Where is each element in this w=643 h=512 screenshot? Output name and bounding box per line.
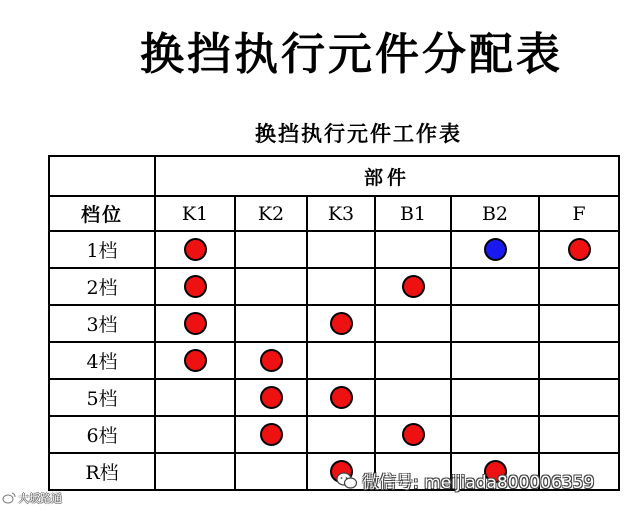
gear-label: 1档 — [49, 231, 155, 268]
gear-label: 4档 — [49, 342, 155, 379]
red-engaged-marker — [260, 423, 283, 446]
table-cell — [375, 305, 451, 342]
table-cell — [539, 305, 619, 342]
table-cell — [307, 268, 375, 305]
table-cell — [235, 379, 307, 416]
red-engaged-marker — [330, 312, 353, 335]
gear-label: 2档 — [49, 268, 155, 305]
table-cell — [307, 416, 375, 453]
table-cell — [451, 268, 539, 305]
wechat-watermark — [336, 468, 594, 493]
table-cell — [307, 379, 375, 416]
table-row — [49, 305, 619, 342]
table-cell — [539, 231, 619, 268]
red-engaged-marker — [402, 423, 425, 446]
red-engaged-marker — [402, 275, 425, 298]
table-cell — [155, 379, 235, 416]
table-cell — [451, 305, 539, 342]
table-cell — [235, 268, 307, 305]
wechat-id-text: 微信号: meijiada800006359 — [362, 473, 595, 493]
table-cell — [539, 379, 619, 416]
table-cell — [375, 416, 451, 453]
gear-header: 档位 — [49, 196, 155, 231]
red-engaged-marker — [184, 349, 207, 372]
column-header-b2: B2 — [451, 196, 539, 231]
table-cell — [451, 416, 539, 453]
corner-cell — [49, 156, 155, 196]
table-row — [49, 268, 619, 305]
table-cell — [235, 231, 307, 268]
column-header-f: F — [539, 196, 619, 231]
gear-label: R档 — [49, 453, 155, 490]
table-cell — [451, 379, 539, 416]
red-engaged-marker — [568, 238, 591, 261]
weibo-icon — [2, 492, 16, 504]
table-cell — [235, 305, 307, 342]
table-cell — [451, 342, 539, 379]
red-engaged-marker — [260, 349, 283, 372]
table-cell — [375, 342, 451, 379]
table-row — [49, 379, 619, 416]
table-cell — [155, 305, 235, 342]
column-header-b1: B1 — [375, 196, 451, 231]
table-row — [49, 416, 619, 453]
table-cell — [155, 453, 235, 490]
table-cell — [375, 231, 451, 268]
table-cell — [155, 416, 235, 453]
table-row — [49, 342, 619, 379]
table-cell — [451, 231, 539, 268]
red-engaged-marker — [260, 386, 283, 409]
table-cell — [307, 305, 375, 342]
source-text: 大坂路通 — [18, 492, 62, 505]
table-cell — [155, 268, 235, 305]
red-engaged-marker — [330, 386, 353, 409]
table-cell — [307, 231, 375, 268]
parts-header: 部件 — [155, 156, 619, 196]
work-table — [48, 155, 620, 491]
table-cell — [539, 268, 619, 305]
source-watermark — [2, 490, 62, 506]
table-cell — [375, 268, 451, 305]
gear-label: 3档 — [49, 305, 155, 342]
gear-label: 6档 — [49, 416, 155, 453]
wechat-icon — [336, 472, 358, 490]
table-cell — [539, 416, 619, 453]
column-header-k2: K2 — [235, 196, 307, 231]
blue-engaged-marker — [484, 238, 507, 261]
table-cell — [307, 342, 375, 379]
table-cell — [155, 342, 235, 379]
gear-label: 5档 — [49, 379, 155, 416]
column-header-k3: K3 — [307, 196, 375, 231]
red-engaged-marker — [184, 312, 207, 335]
table-cell — [375, 379, 451, 416]
table-cell — [235, 453, 307, 490]
table-caption: 换挡执行元件工作表 — [255, 121, 462, 146]
table-cell — [539, 342, 619, 379]
red-engaged-marker — [184, 238, 207, 261]
table-cell — [235, 416, 307, 453]
table-cell — [235, 342, 307, 379]
table-cell — [155, 231, 235, 268]
column-header-k1: K1 — [155, 196, 235, 231]
table-row — [49, 231, 619, 268]
red-engaged-marker — [184, 275, 207, 298]
page-title: 换挡执行元件分配表 — [140, 29, 563, 80]
